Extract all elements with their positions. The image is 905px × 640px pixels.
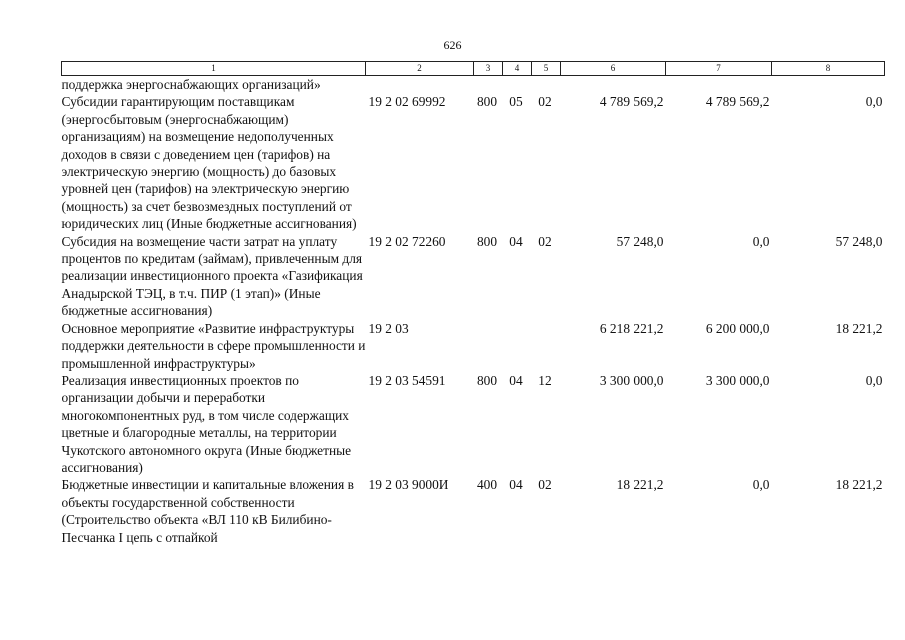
row-value-6: 18 221,2 [616, 477, 664, 493]
row-value-6: 3 300 000,0 [599, 372, 664, 388]
row-col4: 04 [509, 372, 523, 388]
row-col4: 04 [509, 233, 523, 249]
header-cell-8: 8 [772, 62, 885, 76]
row-col4 [503, 76, 532, 94]
row-value-6: 6 218 221,2 [599, 320, 664, 336]
row-value-8: 0,0 [865, 94, 883, 110]
row-col5 [532, 76, 561, 94]
row-value-8: 18 221,2 [835, 320, 883, 336]
row-col3: 400 [476, 477, 498, 493]
row-code: 19 2 02 72260 [368, 233, 446, 249]
row-value-7: 4 789 569,2 [705, 94, 770, 110]
row-value-8: 18 221,2 [835, 477, 883, 493]
table-row [62, 372, 885, 476]
header-cell-5: 5 [532, 62, 561, 76]
row-code: 19 2 03 9000И [368, 477, 449, 493]
header-cell-4: 4 [503, 62, 532, 76]
row-value-7: 0,0 [752, 233, 770, 249]
row-name: поддержка энергоснабжающих организаций» [61, 77, 321, 92]
page-number: 626 [443, 38, 462, 52]
table-row [62, 93, 885, 232]
row-code [366, 76, 474, 94]
row-code: 19 2 03 [368, 320, 409, 336]
row-value-7: 3 300 000,0 [705, 372, 770, 388]
row-value-7: 0,0 [752, 477, 770, 493]
row-col4: 05 [509, 94, 523, 110]
row-name: Основное мероприятие «Развитие инфраструктуры поддержки деятельности в сфере промышленности и промышленной инфраструктуры» [61, 320, 366, 371]
header-cell-6: 6 [561, 62, 666, 76]
table-header [62, 62, 885, 76]
row-name: Реализация инвестиционных проектов по организации добычи и переработки многокомпонентных руд, в том числе содержащих цветные и благородные металлы, на территории Чукотского автономного округа (Иные бюджетные ассигнования) [61, 372, 352, 475]
row-value-8 [772, 76, 885, 94]
row-col5 [532, 320, 561, 372]
budget-table [61, 61, 885, 546]
row-code: 19 2 03 54591 [368, 372, 446, 388]
row-col5: 02 [538, 233, 552, 249]
row-code: 19 2 02 69992 [368, 94, 446, 110]
header-cell-1: 1 [62, 62, 366, 76]
table-row [62, 320, 885, 372]
row-name: Бюджетные инвестиции и капитальные вложения в объекты государственной собственности (Строительство объекта «ВЛ 110 кВ Билибино-Песчанка I цепь с отпайкой [61, 477, 354, 545]
table-row [62, 76, 885, 94]
row-name: Субсидии гарантирующим поставщикам (энергосбытовым (энергоснабжающим) организациям) на возмещение недополученных доходов в связи с доведением цен (тарифов) на электрическую энергию (мощность) до базовых уровней цен (тарифов) на электрическую энергию (мощность) за счет безвозмездных поступлений от юридических лиц (Иные бюджетные ассигнования) [61, 94, 357, 232]
row-value-8: 0,0 [865, 372, 883, 388]
row-col5: 02 [538, 94, 552, 110]
row-value-6 [561, 76, 666, 94]
row-name: Субсидия на возмещение части затрат на уплату процентов по кредитам (займам), привлеченным для реализации инвестиционного проекта «Газификация Анадырской ТЭЦ, в т.ч. ПИР (1 этап)» (Иные бюджетные ассигнования) [61, 233, 363, 319]
row-value-6: 4 789 569,2 [599, 94, 664, 110]
row-col5: 02 [538, 477, 552, 493]
row-value-6: 57 248,0 [616, 233, 664, 249]
row-value-7 [666, 76, 772, 94]
table-row [62, 233, 885, 320]
row-col4 [503, 320, 532, 372]
row-col3: 800 [476, 372, 498, 388]
header-row [62, 62, 885, 76]
table-row [62, 476, 885, 546]
header-cell-3: 3 [474, 62, 503, 76]
row-value-7: 6 200 000,0 [705, 320, 770, 336]
row-col3 [474, 76, 503, 94]
row-col4: 04 [509, 477, 523, 493]
row-col3: 800 [476, 233, 498, 249]
header-cell-2: 2 [366, 62, 474, 76]
row-col5: 12 [538, 372, 552, 388]
row-col3: 800 [476, 94, 498, 110]
row-col3 [474, 320, 503, 372]
row-value-8: 57 248,0 [835, 233, 883, 249]
header-cell-7: 7 [666, 62, 772, 76]
